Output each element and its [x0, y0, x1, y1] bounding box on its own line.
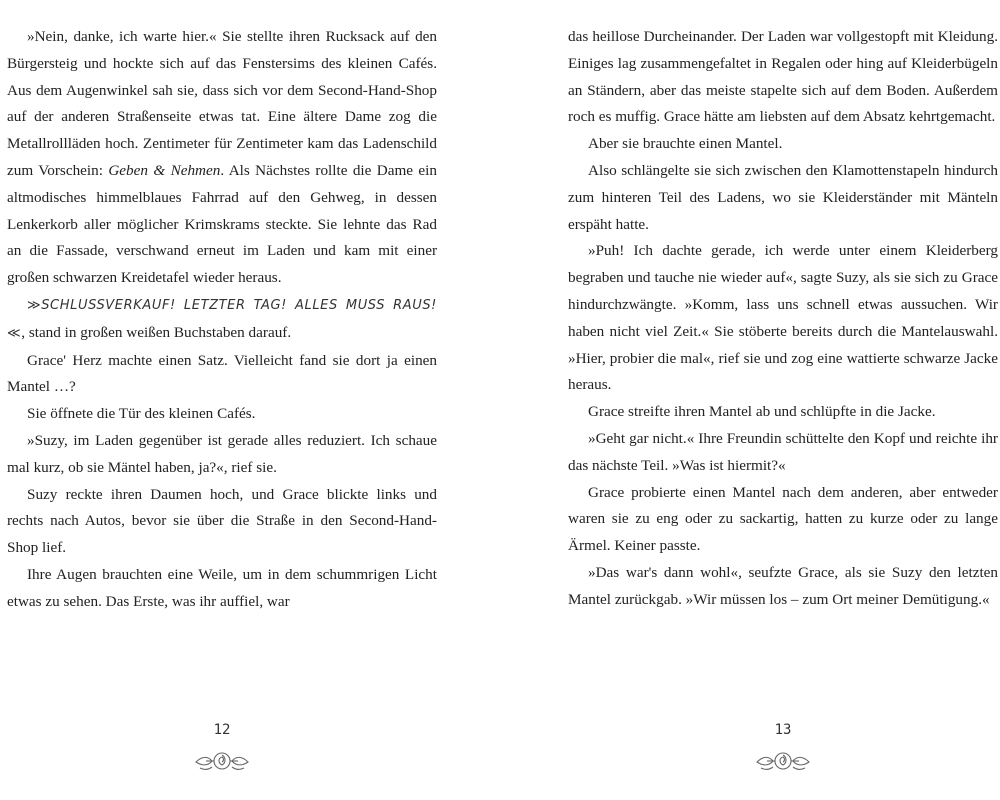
paragraph: Grace probierte einen Mantel nach dem anderen, aber entweder waren sie zu eng oder zu sackartig, hatten zu kurze oder zu lange Ärmel. Keiner passte.	[568, 483, 998, 555]
page-number: 12	[213, 722, 231, 738]
paragraph: Grace streifte ihren Mantel ab und schlüpfte in die Jacke.	[588, 403, 936, 421]
paragraph-text: , stand in großen weißen Buchstaben darauf.	[21, 323, 292, 341]
shop-name: Geben & Nehmen	[108, 161, 221, 179]
left-page-text	[7, 24, 437, 616]
paragraph: Grace' Herz machte einen Satz. Vielleicht fand sie dort ja einen Mantel …?	[7, 351, 437, 396]
paragraph: Sie öffnete die Tür des kleinen Cafés.	[27, 405, 256, 423]
paragraph: »Das war's dann wohl«, seufzte Grace, als sie Suzy den letzten Mantel zurückgab. »Wir müssen los – zum Ort meiner Demütigung.«	[568, 563, 998, 608]
page-number: 13	[774, 722, 792, 738]
paragraph: Ihre Augen brauchten eine Weile, um in dem schummrigen Licht etwas zu sehen. Das Erste, was ihr auffiel, war	[7, 565, 437, 610]
paragraph	[7, 24, 437, 292]
paragraph: »Geht gar nicht.« Ihre Freundin schüttelte den Kopf und reichte ihr das nächste Teil. »Was ist hiermit?«	[568, 429, 998, 474]
rose-ornament-icon	[192, 748, 252, 774]
right-page-text	[568, 24, 998, 614]
left-page	[7, 0, 437, 800]
paragraph: Suzy reckte ihren Daumen hoch, und Grace blickte links und rechts nach Autos, bevor sie über die Straße in den Second-Hand-Shop lief.	[7, 485, 437, 557]
paragraph: Aber sie brauchte einen Mantel.	[588, 135, 783, 153]
rose-ornament-icon	[753, 748, 813, 774]
right-page	[568, 0, 998, 800]
paragraph: »Suzy, im Laden gegenüber ist gerade alles reduziert. Ich schaue mal kurz, ob sie Mäntel haben, ja?«, rief sie.	[7, 431, 437, 476]
paragraph: das heillose Durcheinander. Der Laden war vollgestopft mit Kleidung. Einiges lag zusammengefaltet in Regalen oder hing auf Kleiderbügeln an Ständern, aber das meiste stapelte sich auf dem Boden. Außerdem roch es muffig. Grace hätte am liebsten auf dem Absatz kehrtgemacht.	[568, 28, 998, 126]
paragraph: Also schlängelte sie sich zwischen den Klamottenstapeln hindurch zum hinteren Teil des Ladens, wo sie Kleiderständer mit Mänteln erspäht hatte.	[568, 161, 998, 233]
paragraph-text: »Nein, danke, ich warte hier.« Sie stellte ihren Rucksack auf den Bürgersteig und hockte sich auf das Fenstersims des kleinen Cafés. Aus dem Augenwinkel sah sie, dass sich vor dem Second-Hand-Shop auf der anderen Straßenseite etwas tat. Eine ältere Dame zog die Metallrollläden hoch. Zentimeter für Zentimeter kam das Ladenschild zum Vorschein:	[7, 28, 437, 179]
paragraph	[7, 292, 437, 348]
paragraph: »Puh! Ich dachte gerade, ich werde unter einem Kleiderberg begraben und tauche nie wieder auf«, sagte Suzy, als sie sich zu Grace hindurchzwängte. »Komm, lass uns schnell etwas aussuchen. Wir haben nicht viel Zeit.« Sie stöberte bereits durch die Mantelauswahl. »Hier, probier die mal«, rief sie und zog eine wattierte schwarze Jacke heraus.	[568, 242, 998, 394]
chalkboard-sign-text: ≫SCHLUSSVERKAUF! LETZTER TAG! ALLES MUSS RAUS!≪	[7, 297, 437, 341]
paragraph-text: . Als Nächstes rollte die Dame ein altmodisches himmelblaues Fahrrad auf den Gehweg, in dessen Lenkerkorb aller möglicher Krimskrams steckte. Sie lehnte das Rad an die Fassade, verschwand erneut im Laden und kam mit einer großen schwarzen Kreidetafel wieder heraus.	[7, 161, 437, 287]
